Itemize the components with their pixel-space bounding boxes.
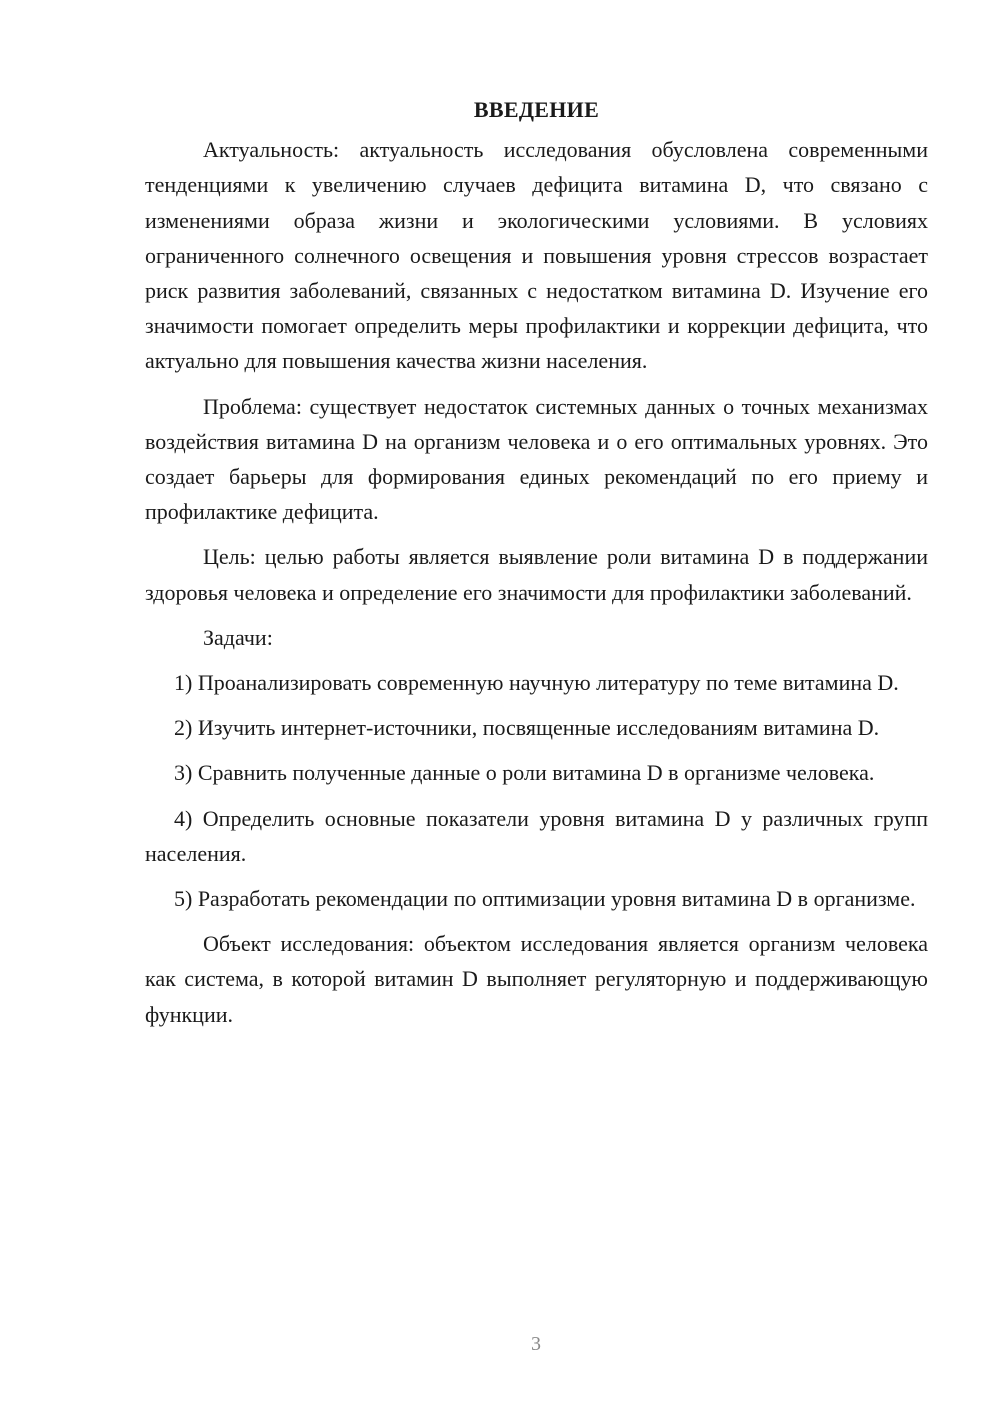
relevance-paragraph: Актуальность: актуальность исследования обусловлена современными тенденциями к увеличению случаев дефицита витамина D, что связано с изменениями образа жизни и экологическими условиями. В условиях ограниченного солнечного освещения и повышения уровня стрессов возрастает риск развития заболеваний, связанных с недостатком витамина D. Изучение его значимости помогает определить меры профилактики и коррекции дефицита, что актуально для повышения качества жизни населения. (145, 137, 928, 374)
page-title: ВВЕДЕНИЕ (473, 97, 600, 122)
page-number: 3 (531, 1333, 541, 1355)
task-item: 3) Сравнить полученные данные о роли витамина D в организме человека. (174, 760, 875, 786)
object-paragraph: Объект исследования: объектом исследования является организм человека как система, в которой витамин D выполняет регуляторную и поддерживающую функции. (145, 931, 928, 1027)
task-item: 2) Изучить интернет-источники, посвященные исследованиям витамина D. (174, 715, 880, 741)
task-item: 1) Проанализировать современную научную литературу по теме витамина D. (174, 670, 899, 696)
task-item: 5) Разработать рекомендации по оптимизации уровня витамина D в организме. (174, 886, 916, 912)
tasks-label: Задачи: (203, 624, 273, 650)
task-item: 4) Определить основные показатели уровня витамина D у различных групп населения. (145, 805, 928, 866)
goal-paragraph: Цель: целью работы является выявление роли витамина D в поддержании здоровья человека и определение его значимости для профилактики заболеваний. (145, 544, 928, 605)
problem-paragraph: Проблема: существует недостаток системных данных о точных механизмах воздействия витамина D на организм человека и о его оптимальных уровнях. Это создает барьеры для формирования единых рекомендаций по его приему и профилактике дефицита. (145, 393, 928, 525)
page-body (145, 92, 928, 1042)
